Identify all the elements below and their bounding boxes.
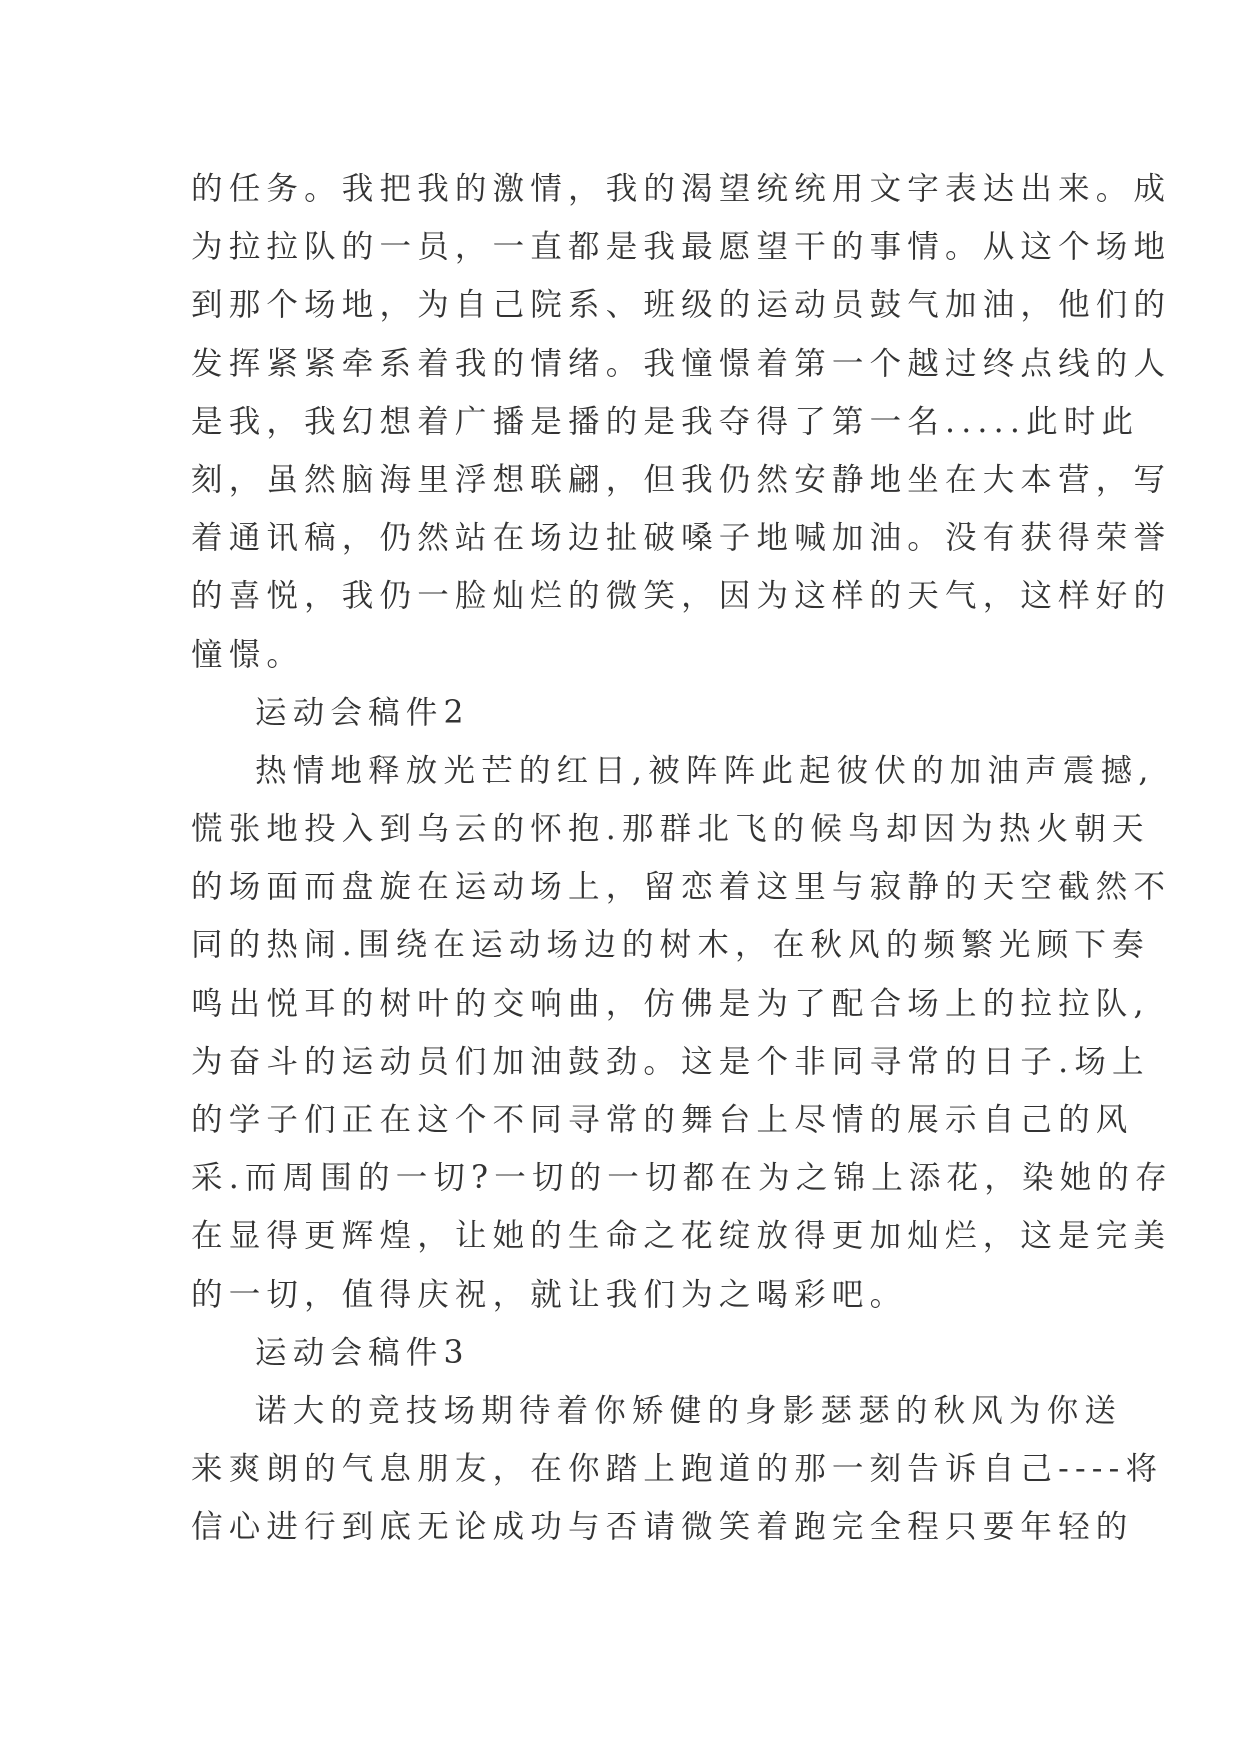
text-line: 同的热闹.围绕在运动场边的树木，在秋风的频繁光顾下奏 xyxy=(191,927,1150,964)
text-line: 为奋斗的运动员们加油鼓劲。这是个非同寻常的日子.场上 xyxy=(191,1043,1150,1080)
text-line: 刻，虽然脑海里浮想联翩，但我仍然安静地坐在大本营，写 xyxy=(191,461,1172,498)
text-line: 憧憬。 xyxy=(191,636,305,673)
text-line: 的场面而盘旋在运动场上，留恋着这里与寂静的天空截然不 xyxy=(191,869,1172,906)
section-heading-2: 运动会稿件2 xyxy=(255,694,470,731)
text-line: 采.而周围的一切?一切的一切都在为之锦上添花，染她的存 xyxy=(191,1160,1173,1197)
paragraph-start-line: 诺大的竞技场期待着你矫健的身影瑟瑟的秋风为你送 xyxy=(255,1392,1123,1429)
text-line: 为拉拉队的一员，一直都是我最愿望干的事情。从这个场地 xyxy=(191,229,1172,266)
article-body xyxy=(191,160,1173,1557)
text-line: 的喜悦，我仍一脸灿烂的微笑，因为这样的天气，这样好的 xyxy=(191,578,1172,615)
text-line: 到那个场地，为自己院系、班级的运动员鼓气加油，他们的 xyxy=(191,287,1172,324)
text-line: 在显得更辉煌，让她的生命之花绽放得更加灿烂，这是完美 xyxy=(191,1218,1172,1255)
text-line: 信心进行到底无论成功与否请微笑着跑完全程只要年轻的 xyxy=(191,1509,1134,1546)
text-line: 鸣出悦耳的树叶的交响曲，仿佛是为了配合场上的拉拉队, xyxy=(191,985,1150,1022)
text-line: 的一切，值得庆祝，就让我们为之喝彩吧。 xyxy=(191,1276,908,1313)
text-line: 慌张地投入到乌云的怀抱.那群北飞的候鸟却因为热火朝天 xyxy=(191,811,1150,848)
section-heading-3: 运动会稿件3 xyxy=(255,1334,470,1371)
text-line: 的任务。我把我的激情，我的渴望统统用文字表达出来。成 xyxy=(191,171,1172,207)
text-line: 的学子们正在这个不同寻常的舞台上尽情的展示自己的风 xyxy=(191,1102,1134,1138)
text-line: 着通讯稿，仍然站在场边扯破嗓子地喊加油。没有获得荣誉 xyxy=(191,520,1172,557)
text-line: 是我，我幻想着广播是播的是我夺得了第一名.....此时此 xyxy=(191,403,1140,440)
text-line: 来爽朗的气息朋友，在你踏上跑道的那一刻告诉自己----将 xyxy=(191,1451,1164,1488)
paragraph-start-line: 热情地释放光芒的红日,被阵阵此起彼伏的加油声震撼, xyxy=(255,752,1155,789)
text-line: 发挥紧紧牵系着我的情绪。我憧憬着第一个越过终点线的人 xyxy=(191,345,1172,382)
